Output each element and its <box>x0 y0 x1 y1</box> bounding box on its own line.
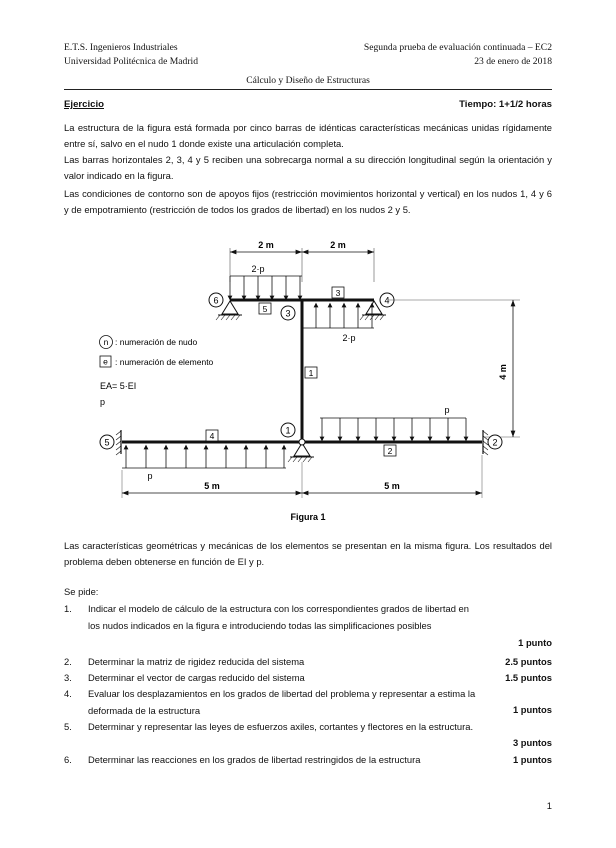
task-2-text: Determinar la matriz de rigidez reducida del sistema <box>88 656 305 667</box>
svg-text:5: 5 <box>262 304 268 314</box>
header-divider <box>64 89 552 90</box>
load-bar3 <box>302 305 374 343</box>
load-bar5 <box>230 264 302 298</box>
load-bar4 <box>122 447 286 481</box>
task-6-text: Determinar las reacciones en los grados de libertad restringidos de la estructura <box>88 754 421 765</box>
support-node5 <box>116 430 121 455</box>
task-3-text: Determinar el vector de cargas reducido del sistema <box>88 672 305 683</box>
property-p: p <box>100 397 106 407</box>
task-6-points: 1 puntos <box>512 754 552 765</box>
dimension-height <box>388 300 520 437</box>
svg-text:1: 1 <box>308 368 314 378</box>
svg-text:5: 5 <box>104 437 110 448</box>
node-6 <box>209 293 223 307</box>
legend-element-symbol: e <box>103 356 108 367</box>
load-bar2 <box>320 405 466 439</box>
task-5-text: Determinar y representar las leyes de esfuerzos axiles, cortantes y flectores en la estructura. <box>88 721 474 732</box>
node-1 <box>281 423 295 437</box>
property-ea: EA= 5·EI <box>100 381 137 391</box>
task-4-text: Evaluar los desplazamientos en los grados de libertad del problema y representar a estima la deformada de la estructura <box>88 688 476 716</box>
dimension-bottom <box>122 455 482 498</box>
header-course: Cálculo y Diseño de Estructuras <box>246 75 370 86</box>
tasks-title: Se pide: <box>64 586 99 597</box>
dim-top-right: 2 m <box>330 240 346 250</box>
dim-bottom-left: 5 m <box>204 481 220 491</box>
task-5-number: 5. <box>64 721 72 732</box>
header-exam: Segunda prueba de evaluación continuada – EC2 <box>363 42 552 53</box>
structure-figure <box>0 228 616 528</box>
load-label-bar4: p <box>147 471 153 481</box>
dim-height: 4 m <box>498 364 508 380</box>
header-date: 23 de enero de 2018 <box>474 56 552 67</box>
legend-element: : numeración de elemento <box>115 357 214 367</box>
svg-text:3: 3 <box>285 308 291 319</box>
support-node2 <box>483 430 488 455</box>
svg-text:1: 1 <box>285 425 291 436</box>
task-1-number: 1. <box>64 603 72 614</box>
svg-text:2: 2 <box>387 446 393 456</box>
task-4-number: 4. <box>64 688 72 699</box>
element-2 <box>384 445 396 456</box>
task-2-points: 2.5 puntos <box>505 656 552 667</box>
load-label-bar3: 2·p <box>342 333 356 343</box>
element-3 <box>332 287 344 298</box>
exercise-time: Tiempo: 1+1/2 horas <box>459 99 552 110</box>
page-number: 1 <box>546 800 552 811</box>
svg-text:4: 4 <box>384 295 390 306</box>
figure-caption: Figura 1 <box>290 512 326 522</box>
task-2-number: 2. <box>64 656 72 667</box>
task-3-points: 1.5 puntos <box>505 672 552 683</box>
element-4 <box>206 430 218 441</box>
node-2 <box>488 435 502 449</box>
task-5-points: 3 puntos <box>512 737 552 748</box>
load-label-bar5: 2·p <box>251 264 265 274</box>
legend-node-symbol: n <box>103 337 109 347</box>
task-1-points: 1 punto <box>518 637 552 648</box>
dim-bottom-right: 5 m <box>384 481 400 491</box>
svg-text:2: 2 <box>492 437 498 448</box>
svg-text:3: 3 <box>335 288 341 298</box>
figure-legend <box>100 336 214 408</box>
header-university: Universidad Politécnica de Madrid <box>64 56 199 67</box>
task-6-number: 6. <box>64 754 72 765</box>
svg-text:4: 4 <box>209 431 215 441</box>
load-label-bar2: p <box>444 405 450 415</box>
legend-node: : numeración de nudo <box>115 337 198 347</box>
node-3 <box>281 306 295 320</box>
paragraph-1: La estructura de la figura está formada por cinco barras de idénticas características mecánicas unidas rígidamente entre sí, salvo en el nudo 1 donde existe una articulación completa. <box>64 122 552 149</box>
element-1 <box>305 367 317 378</box>
header-school: E.T.S. Ingenieros Industriales <box>64 42 178 53</box>
element-5 <box>259 303 271 314</box>
paragraph-3: Las condiciones de contorno son de apoyos fijos (restricción movimientos horizontal y vertical) en los nudos 1, 4 y 6 y de empotramiento (restricción de todos los grados de libertad) en los nudos 2 y 5. <box>64 188 552 215</box>
svg-text:6: 6 <box>213 295 219 306</box>
task-4-points: 1 puntos <box>512 704 552 715</box>
task-1-text: Indicar el modelo de cálculo de la estructura con los correspondientes grados de libertad en los nudos indicados en la figura e introduciendo todas las simplificaciones posibles <box>88 603 469 631</box>
paragraph-2: Las barras horizontales 2, 3, 4 y 5 reciben una sobrecarga normal a su dirección longitudinal según la orientación y valor indicado en la figura. <box>64 154 552 181</box>
exercise-title: Ejercicio <box>64 99 104 110</box>
task-3-number: 3. <box>64 672 72 683</box>
node-5 <box>100 435 114 449</box>
paragraph-after-figure: Las características geométricas y mecánicas de los elementos se presentan en la misma figura. Los resultados del problema deben obtenerse en función de EI y p. <box>64 540 552 567</box>
dim-top-left: 2 m <box>258 240 274 250</box>
